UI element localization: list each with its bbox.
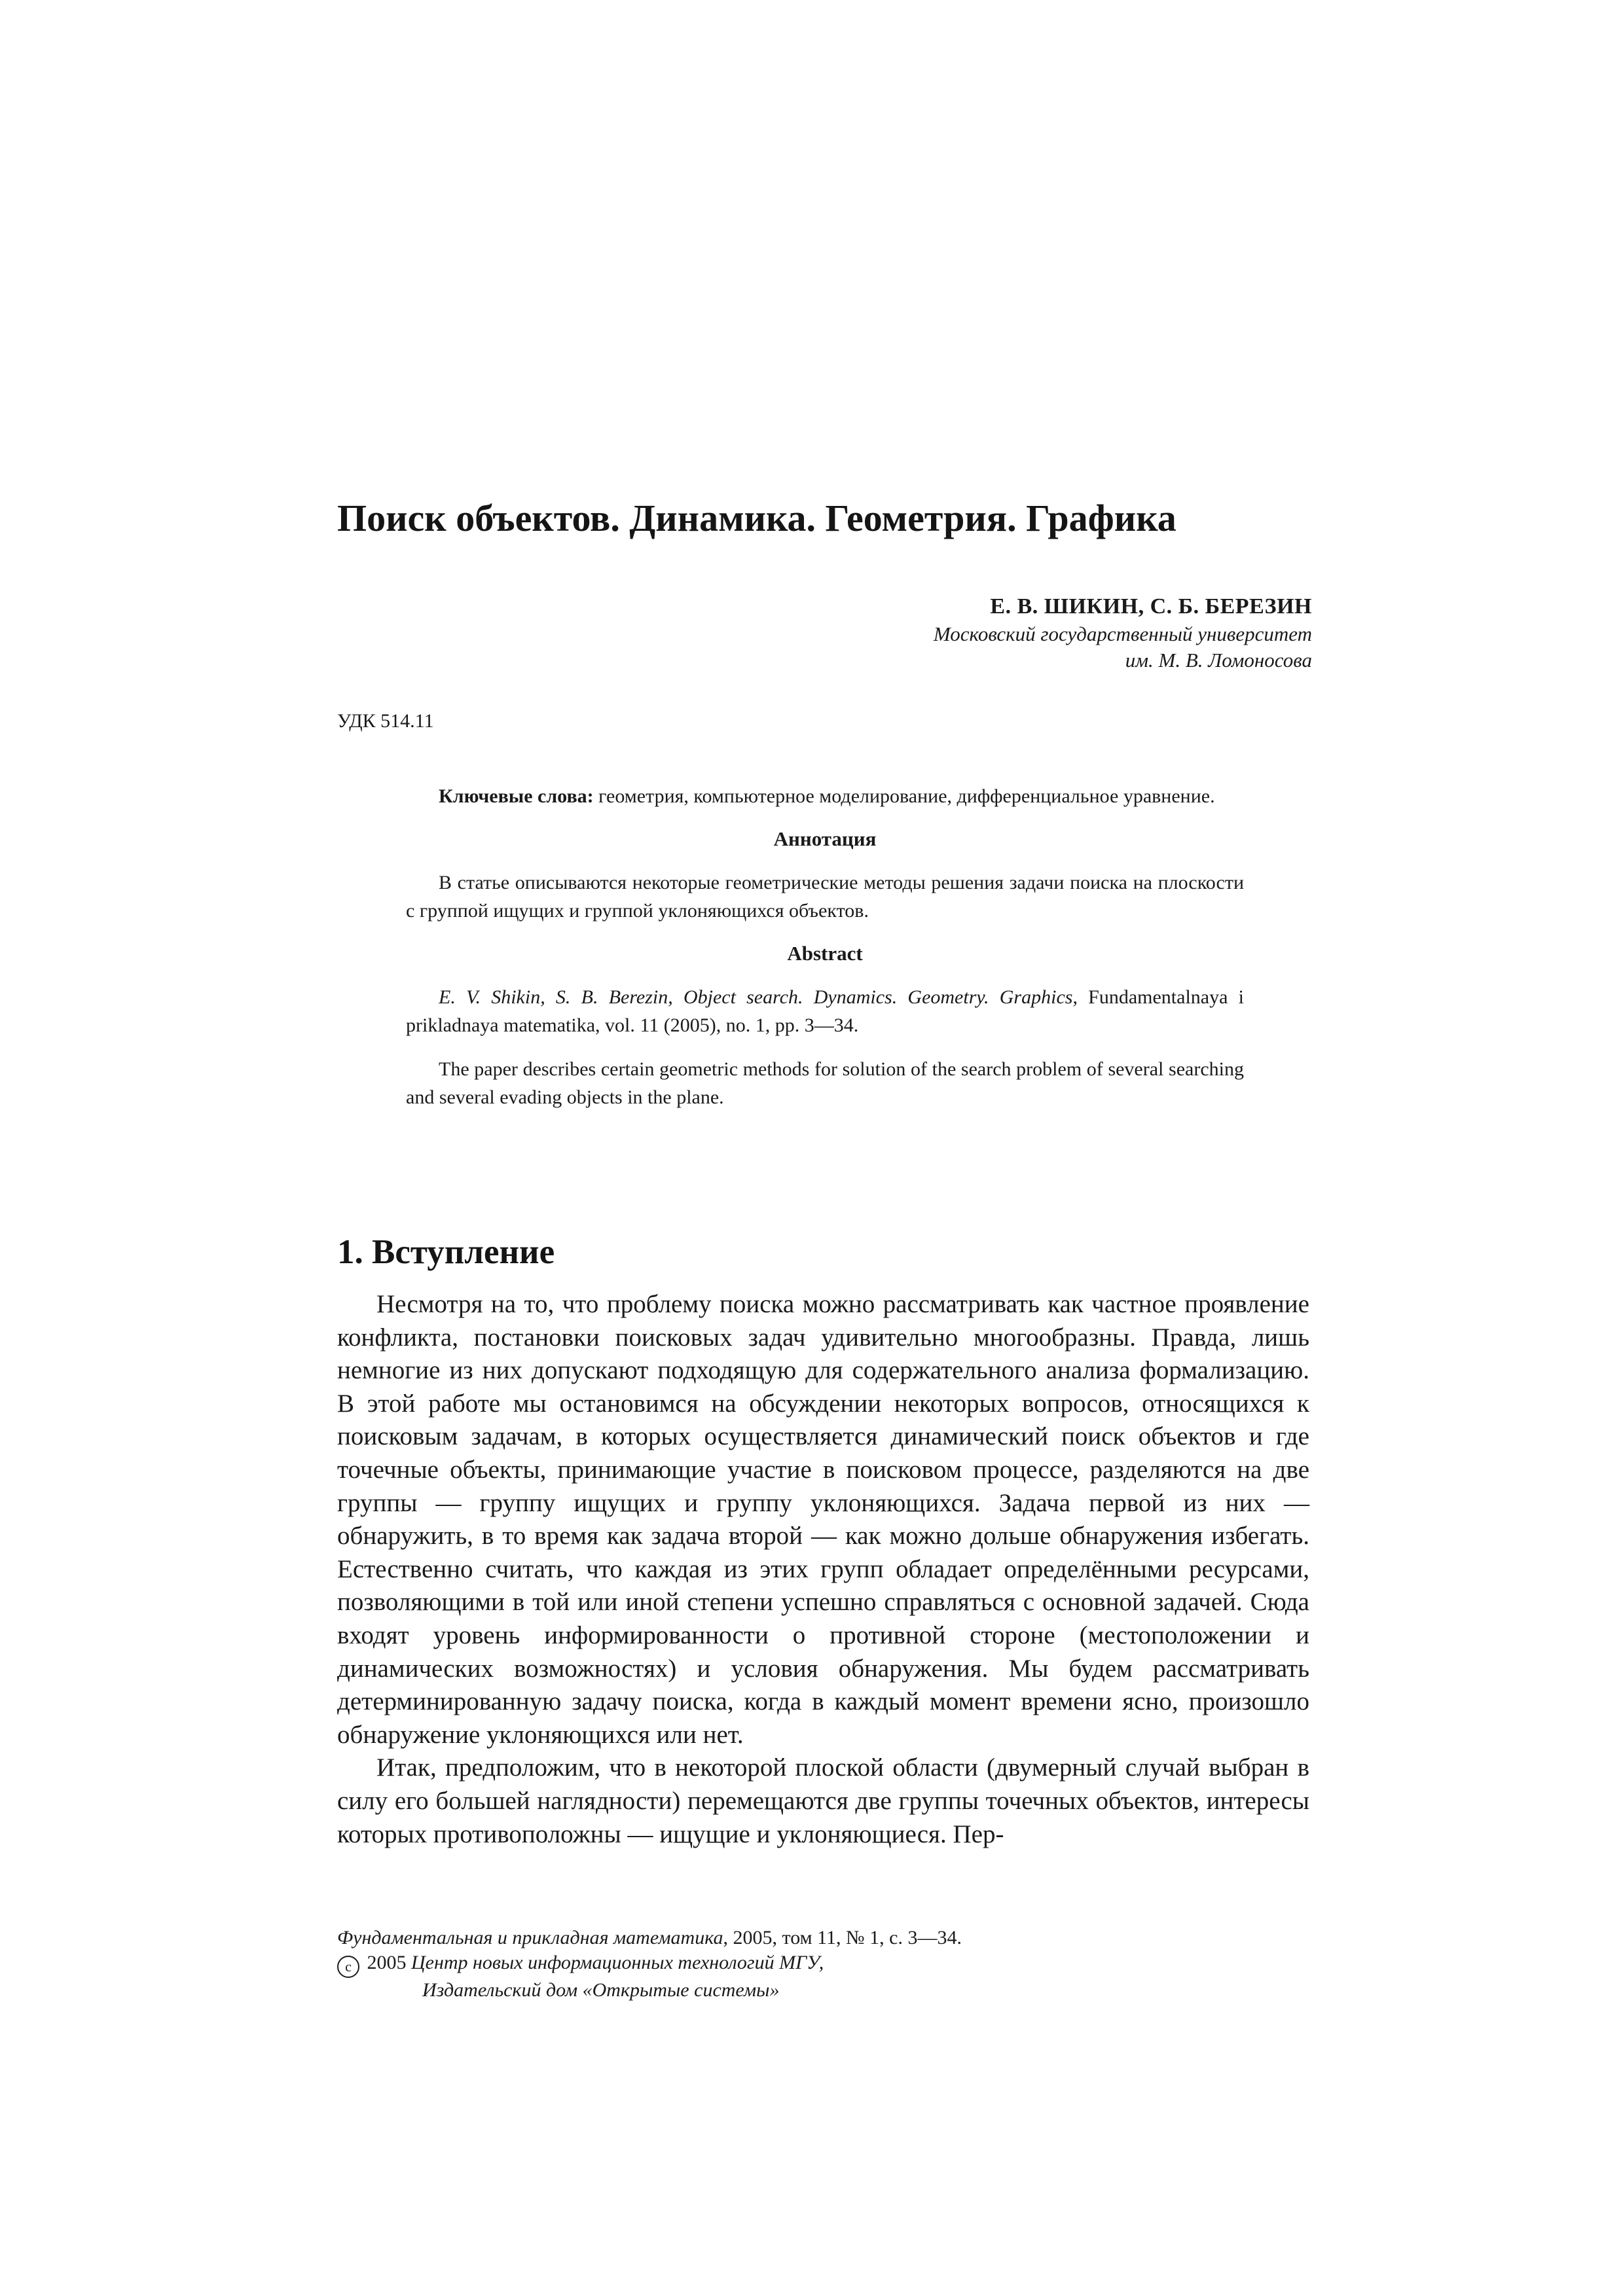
body-paragraph-2: Итак, предположим, что в некоторой плоской области (двумерный случай выбран в силу его большей наглядности) перемещаются две группы точечных объектов, интересы которых противоположны — ищущие и уклоняющиеся. Пер- bbox=[337, 1753, 1309, 1848]
abstract-area bbox=[406, 782, 1244, 1111]
udk-code: УДК 514.11 bbox=[337, 710, 434, 732]
citation-rest: , Fundamentalnaya i prikladnaya matematika, vol. 11 (2005), no. 1, pp. 3—34. bbox=[406, 986, 1244, 1036]
keywords-label: Ключевые слова: bbox=[439, 785, 594, 807]
abstract-heading: Abstract bbox=[787, 942, 863, 965]
citation-italic: E. V. Shikin, S. B. Berezin, Object search. Dynamics. Geometry. Graphics bbox=[439, 986, 1073, 1008]
authors: Е. В. ШИКИН, С. Б. БЕРЕЗИН bbox=[990, 594, 1312, 619]
paper-title: Поиск объектов. Динамика. Геометрия. Графика bbox=[337, 497, 1176, 539]
journal-line bbox=[337, 1926, 1319, 1950]
abstract-citation bbox=[406, 983, 1244, 1039]
annotation-heading: Аннотация bbox=[773, 827, 877, 850]
affiliation-line-2: им. М. В. Ломоносова bbox=[1125, 649, 1312, 672]
section-title: 1. Вступление bbox=[337, 1233, 555, 1271]
journal-name: Фундаментальная и прикладная математика bbox=[337, 1927, 723, 1948]
keywords bbox=[406, 782, 1244, 810]
affiliation-line-1: Московский государственный университет bbox=[933, 622, 1312, 645]
body-paragraph-1: Несмотря на то, что проблему поиска можно рассматривать как частное проявление конфликта, постановки поисковых задач удивительно многообразны. Правда, лишь немногие из них допускают подходящую для содержательного анализа формализацию. В этой работе мы остановимся на обсуждении некоторых вопросов, относящихся к поисковым задачам, в которых осуществляется динамический поиск объектов и где точечные объекты, принимающие участие в поисковом процессе, разделяются на две группы — группу ищущих и группу уклоняющихся. Задача первой из них — обнаружить, в то время как задача второй — как можно дольше обнаружения избегать. Естественно считать, что каждая из этих групп обладает определёнными ресурсами, позволяющими в той или иной степени успешно справляться с основной задачей. Сюда входят уровень информированности о противной стороне (местоположении и динамических возможностях) и условия обнаружения. Мы будем рассматривать детерминированную задачу поиска, когда в каждый момент времени ясно, произошло обнаружение уклоняющихся или нет. bbox=[337, 1290, 1309, 1749]
section-body bbox=[337, 1288, 1309, 1851]
keywords-text: геометрия, компьютерное моделирование, дифференциальное уравнение. bbox=[593, 785, 1215, 807]
copyright-line bbox=[337, 1950, 1319, 1978]
publisher-line bbox=[337, 1978, 1319, 2003]
publisher-name: Издательский дом «Открытые системы» bbox=[422, 1979, 780, 2001]
copyright-icon: c bbox=[337, 1956, 359, 1978]
copyright-center: Центр новых информационных технологий МГУ, bbox=[411, 1952, 824, 1973]
authors-block bbox=[461, 592, 1312, 673]
journal-details: , 2005, том 11, № 1, с. 3—34. bbox=[723, 1927, 962, 1948]
page-footer bbox=[337, 1926, 1319, 2003]
abstract-text: The paper describes certain geometric methods for solution of the search problem of several searching and several evading objects in the plane. bbox=[406, 1058, 1244, 1108]
annotation-text: В статье описываются некоторые геометрические методы решения задачи поиска на плоскости с группой ищущих и группой уклоняющихся объектов. bbox=[406, 872, 1244, 922]
copyright-year: 2005 bbox=[362, 1952, 411, 1973]
